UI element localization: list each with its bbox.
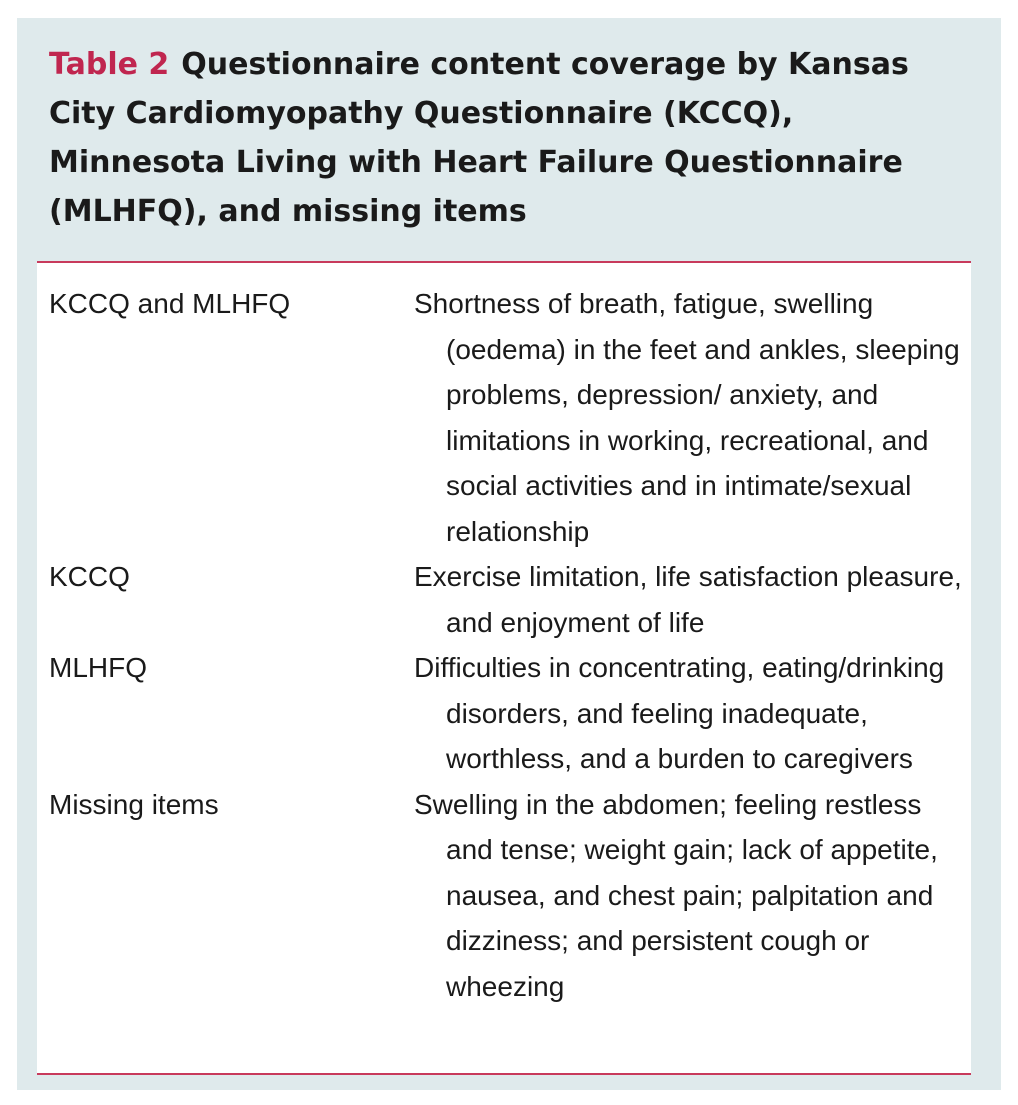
- row-category: KCCQ and MLHFQ: [49, 288, 291, 319]
- table-row: [49, 281, 969, 554]
- table-row: [49, 782, 969, 1010]
- table-body: [37, 261, 971, 1075]
- table-title: Questionnaire content coverage by Kansas City Cardiomyopathy Questionnaire (KCCQ), Minnesota Living with Heart Failure Questionnaire (MLHFQ), and missing items: [49, 47, 909, 229]
- row-content: Difficulties in concentrating, eating/drinking disorders, and feeling inadequate, worthless, and a burden to caregivers: [414, 652, 945, 774]
- table-caption: [49, 40, 979, 236]
- row-content: Swelling in the abdomen; feeling restless and tense; weight gain; lack of appetite, nausea, and chest pain; palpitation and dizziness; and persistent cough or wheezing: [414, 788, 938, 1002]
- table-figure: [17, 18, 1001, 1090]
- table-row: [49, 645, 969, 782]
- row-content: Shortness of breath, fatigue, swelling (oedema) in the feet and ankles, sleeping problems, depression/ anxiety, and limitations in working, recreational, and social activities and in intimate/sexual relationship: [414, 288, 960, 547]
- row-category: MLHFQ: [49, 652, 147, 683]
- row-category: KCCQ: [49, 561, 130, 592]
- coverage-table: [49, 281, 969, 1009]
- table-label: Table 2: [49, 47, 170, 82]
- table-row: [49, 554, 969, 645]
- row-category: Missing items: [49, 788, 219, 820]
- row-content: Exercise limitation, life satisfaction pleasure, and enjoyment of life: [414, 561, 962, 638]
